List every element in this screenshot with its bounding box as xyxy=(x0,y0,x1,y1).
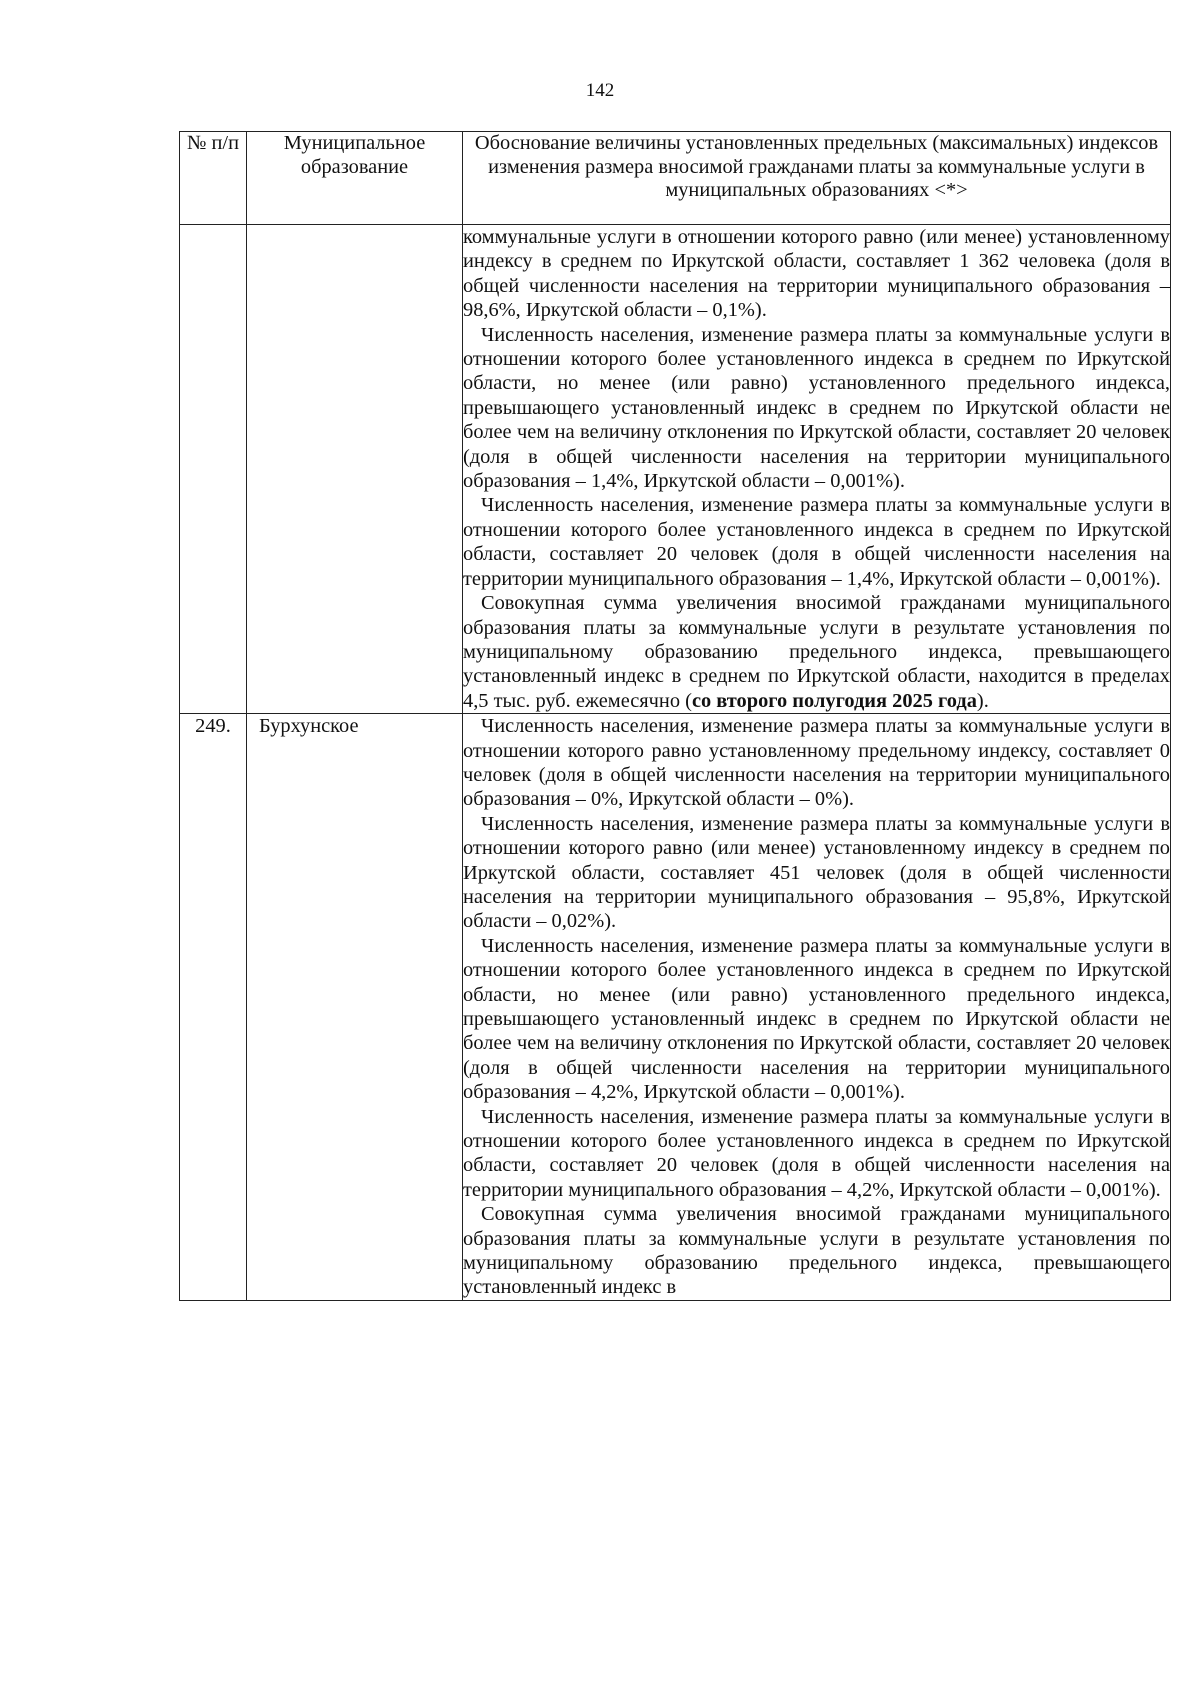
justification-paragraph xyxy=(463,591,1170,713)
period-note: со второго полугодия 2025 года xyxy=(691,689,977,712)
municipality-cell xyxy=(247,714,463,1301)
justification-paragraph: Совокупная сумма увеличения вносимой гражданами муниципального образования платы за коммунальные услуги в результате установления по муниципальному образованию предельного индекса, превышающего установленный индекс в xyxy=(463,1203,1170,1299)
justification-paragraph: Численность населения, изменение размера платы за коммунальные услуги в отношении которого более установленного индекса в среднем по Иркутской области, составляет 20 человек (доля в общей численности населения на территории муниципального образования – 1,4%, Иркутской области – 0,001%). xyxy=(463,494,1170,590)
justification-cell xyxy=(463,714,1171,1301)
table-row xyxy=(180,225,1171,714)
header-justification: Обоснование величины установленных предельных (максимальных) индексов изменения размера вносимой гражданами платы за коммунальные услуги в муниципальных образованиях <*> xyxy=(463,132,1171,225)
row-num-cell xyxy=(180,714,247,1301)
paragraph-text: Совокупная сумма увеличения вносимой гражданами муниципального образования платы за коммунальные услуги в результате установления по муниципальному образованию предельного индекса, превышающего установленный индекс в среднем по Иркутской области, находится в пределах 4,5 тыс. руб. ежемесячно ( xyxy=(463,592,1170,712)
header-num: № п/п xyxy=(180,132,247,225)
row-num-cell xyxy=(180,225,247,714)
justification-paragraph: Численность населения, изменение размера платы за коммунальные услуги в отношении которого равно (или менее) установленному индексу в среднем по Иркутской области, составляет 451 человек (доля в общей численности населения на территории муниципального образования – 95,8%, Иркутской области – 0,02%). xyxy=(463,812,1170,933)
paragraph-end: ). xyxy=(976,689,989,712)
table-row xyxy=(180,714,1171,1301)
row-num: 249. xyxy=(195,715,231,738)
page-number: 142 xyxy=(585,80,615,101)
justification-cell xyxy=(463,225,1171,714)
municipality-cell xyxy=(247,225,463,714)
header-municipality: Муниципальное образование xyxy=(247,132,463,225)
justification-paragraph: коммунальные услуги в отношении которого равно (или менее) установленному индексу в среднем по Иркутской области, составляет 1 362 человека (доля в общей численности населения на территории муниципального образования – 98,6%, Иркутской области – 0,1%). xyxy=(463,226,1170,322)
table-header-row xyxy=(180,132,1171,225)
justification-paragraph: Численность населения, изменение размера платы за коммунальные услуги в отношении которого более установленного индекса в среднем по Иркутской области, составляет 20 человек (доля в общей численности населения на территории муниципального образования – 4,2%, Иркутской области – 0,001%). xyxy=(463,1105,1170,1201)
justification-paragraph: Численность населения, изменение размера платы за коммунальные услуги в отношении которого более установленного индекса в среднем по Иркутской области, но менее (или равно) установленного предельного индекса, превышающего установленный индекс в среднем по Иркутской области не более чем на величину отклонения по Иркутской области, составляет 20 человек (доля в общей численности населения на территории муниципального образования – 1,4%, Иркутской области – 0,001%). xyxy=(463,323,1170,493)
justification-paragraph: Численность населения, изменение размера платы за коммунальные услуги в отношении которого более установленного индекса в среднем по Иркутской области, но менее (или равно) установленного предельного индекса, превышающего установленный индекс в среднем по Иркутской области не более чем на величину отклонения по Иркутской области, составляет 20 человек (доля в общей численности населения на территории муниципального образования – 4,2%, Иркутской области – 0,001%). xyxy=(463,934,1170,1104)
index-justification-table xyxy=(179,131,1171,1301)
municipality-name: Бурхунское xyxy=(259,715,359,738)
justification-paragraph: Численность населения, изменение размера платы за коммунальные услуги в отношении которого равно установленному предельному индексу, составляет 0 человек (доля в общей численности населения на территории муниципального образования – 0%, Иркутской области – 0%). xyxy=(463,715,1170,811)
